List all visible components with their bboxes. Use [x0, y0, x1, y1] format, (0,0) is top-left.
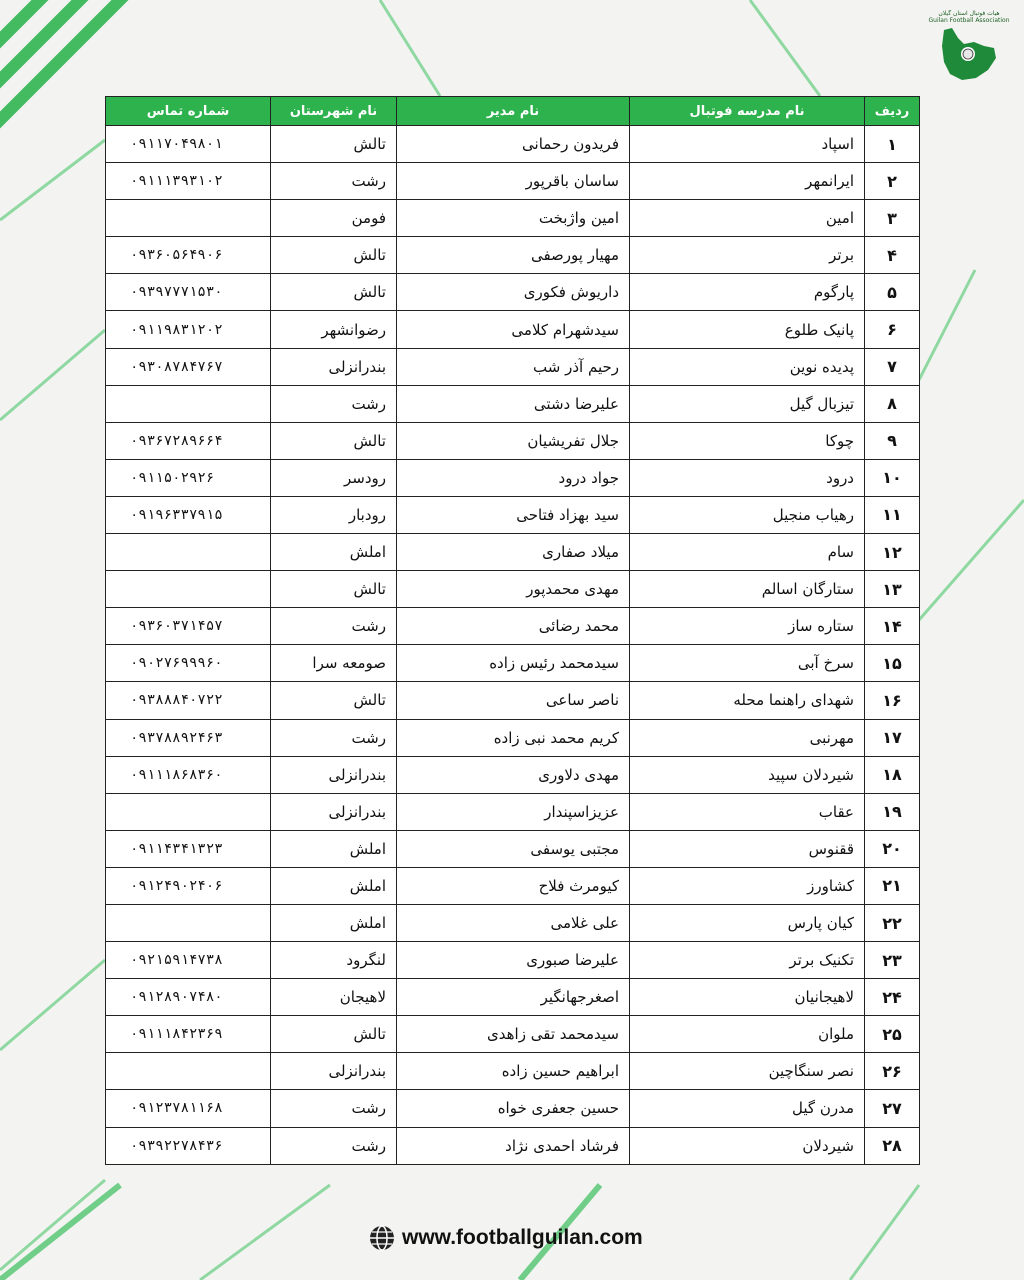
- manager-name: مهیار پورصفی: [397, 237, 630, 274]
- phone-number: [106, 534, 271, 571]
- manager-name: رحیم آذر شب: [397, 348, 630, 385]
- city-name: تالش: [271, 126, 397, 163]
- table-row: [106, 1127, 920, 1164]
- phone-number: ۰۹۱۱۴۳۴۱۳۲۳: [106, 830, 271, 867]
- manager-name: کیومرث فلاح: [397, 867, 630, 904]
- table-row: [106, 534, 920, 571]
- phone-number: ۰۹۱۱۹۸۳۱۲۰۲: [106, 311, 271, 348]
- city-name: بندرانزلی: [271, 756, 397, 793]
- phone-number: [106, 571, 271, 608]
- table-row: [106, 385, 920, 422]
- city-name: رشت: [271, 608, 397, 645]
- table-row: [106, 1053, 920, 1090]
- table-row: [106, 496, 920, 533]
- row-number: ۳: [865, 200, 920, 237]
- manager-name: حسین جعفری خواه: [397, 1090, 630, 1127]
- phone-number: ۰۹۳۶۰۵۶۴۹۰۶: [106, 237, 271, 274]
- phone-number: ۰۹۳۸۸۸۴۰۷۲۲: [106, 682, 271, 719]
- row-number: ۴: [865, 237, 920, 274]
- school-name: ستارگان اسالم: [630, 571, 865, 608]
- row-number: ۱۷: [865, 719, 920, 756]
- manager-name: فرشاد احمدی نژاد: [397, 1127, 630, 1164]
- table-row: [106, 682, 920, 719]
- school-name: تکنیک برتر: [630, 942, 865, 979]
- header-phone: شماره تماس: [106, 97, 271, 126]
- school-name: رهیاب منجیل: [630, 496, 865, 533]
- row-number: ۶: [865, 311, 920, 348]
- school-name: ستاره ساز: [630, 608, 865, 645]
- logo-subtitle: Guilan Football Association: [928, 17, 1010, 24]
- city-name: بندرانزلی: [271, 348, 397, 385]
- city-name: تالش: [271, 571, 397, 608]
- manager-name: علی غلامی: [397, 904, 630, 941]
- city-name: فومن: [271, 200, 397, 237]
- manager-name: فریدون رحمانی: [397, 126, 630, 163]
- table-row: [106, 163, 920, 200]
- header-num: ردیف: [865, 97, 920, 126]
- row-number: ۱۶: [865, 682, 920, 719]
- header-city: نام شهرستان: [271, 97, 397, 126]
- phone-number: ۰۹۳۹۲۲۷۸۴۳۶: [106, 1127, 271, 1164]
- manager-name: علیرضا صبوری: [397, 942, 630, 979]
- table-row: [106, 645, 920, 682]
- city-name: صومعه سرا: [271, 645, 397, 682]
- school-name: چوکا: [630, 422, 865, 459]
- city-name: بندرانزلی: [271, 793, 397, 830]
- table-row: [106, 608, 920, 645]
- city-name: رودبار: [271, 496, 397, 533]
- school-name: سرخ آبی: [630, 645, 865, 682]
- school-name: عقاب: [630, 793, 865, 830]
- row-number: ۲۷: [865, 1090, 920, 1127]
- phone-number: ۰۹۳۶۷۲۸۹۶۶۴: [106, 422, 271, 459]
- city-name: لنگرود: [271, 942, 397, 979]
- city-name: تالش: [271, 237, 397, 274]
- city-name: تالش: [271, 274, 397, 311]
- school-name: شهدای راهنما محله: [630, 682, 865, 719]
- school-name: اسپاد: [630, 126, 865, 163]
- school-name: درود: [630, 459, 865, 496]
- school-name: شیردلان سپید: [630, 756, 865, 793]
- school-name: تیزبال گیل: [630, 385, 865, 422]
- phone-number: ۰۹۱۱۵۰۲۹۲۶: [106, 459, 271, 496]
- table-row: [106, 1016, 920, 1053]
- row-number: ۲۲: [865, 904, 920, 941]
- website-url[interactable]: www.footballguilan.com: [402, 1226, 643, 1249]
- table-row: [106, 719, 920, 756]
- row-number: ۲۰: [865, 830, 920, 867]
- school-name: مدرن گیل: [630, 1090, 865, 1127]
- manager-name: داریوش فکوری: [397, 274, 630, 311]
- table-row: [106, 1090, 920, 1127]
- manager-name: علیرضا دشتی: [397, 385, 630, 422]
- school-name: پارگوم: [630, 274, 865, 311]
- phone-number: ۰۹۱۹۶۳۳۷۹۱۵: [106, 496, 271, 533]
- city-name: لاهیجان: [271, 979, 397, 1016]
- school-name: نصر سنگاچین: [630, 1053, 865, 1090]
- row-number: ۲۴: [865, 979, 920, 1016]
- manager-name: امین واژبخت: [397, 200, 630, 237]
- school-name: امین: [630, 200, 865, 237]
- city-name: املش: [271, 867, 397, 904]
- phone-number: ۰۹۲۱۵۹۱۴۷۳۸: [106, 942, 271, 979]
- school-name: پدیده نوین: [630, 348, 865, 385]
- manager-name: مهدی دلاوری: [397, 756, 630, 793]
- manager-name: سید بهزاد فتاحی: [397, 496, 630, 533]
- manager-name: ابراهیم حسین زاده: [397, 1053, 630, 1090]
- row-number: ۲۵: [865, 1016, 920, 1053]
- manager-name: سیدمحمد تقی زاهدی: [397, 1016, 630, 1053]
- table-row: [106, 756, 920, 793]
- manager-name: جواد درود: [397, 459, 630, 496]
- school-name: شیردلان: [630, 1127, 865, 1164]
- city-name: املش: [271, 904, 397, 941]
- city-name: رشت: [271, 163, 397, 200]
- city-name: رشت: [271, 385, 397, 422]
- phone-number: ۰۹۱۲۳۷۸۱۱۶۸: [106, 1090, 271, 1127]
- table-row: [106, 274, 920, 311]
- school-name: مهرنبی: [630, 719, 865, 756]
- table-header-row: [106, 97, 920, 126]
- row-number: ۱۴: [865, 608, 920, 645]
- phone-number: ۰۹۱۱۱۳۹۳۱۰۲: [106, 163, 271, 200]
- city-name: رشت: [271, 1127, 397, 1164]
- school-name: کیان پارس: [630, 904, 865, 941]
- phone-number: ۰۹۳۹۷۷۷۱۵۳۰: [106, 274, 271, 311]
- phone-number: ۰۹۱۱۱۸۴۲۳۶۹: [106, 1016, 271, 1053]
- row-number: ۱۵: [865, 645, 920, 682]
- school-name: ققنوس: [630, 830, 865, 867]
- phone-number: ۰۹۳۰۸۷۸۴۷۶۷: [106, 348, 271, 385]
- city-name: املش: [271, 534, 397, 571]
- city-name: رشت: [271, 1090, 397, 1127]
- phone-number: [106, 200, 271, 237]
- table-row: [106, 348, 920, 385]
- manager-name: اصغرجهانگیر: [397, 979, 630, 1016]
- header-manager: نام مدیر: [397, 97, 630, 126]
- manager-name: سیدشهرام کلامی: [397, 311, 630, 348]
- city-name: تالش: [271, 422, 397, 459]
- table-row: [106, 571, 920, 608]
- school-name: لاهیجانیان: [630, 979, 865, 1016]
- school-name: برتر: [630, 237, 865, 274]
- city-name: بندرانزلی: [271, 1053, 397, 1090]
- manager-name: جلال تفریشیان: [397, 422, 630, 459]
- row-number: ۲: [865, 163, 920, 200]
- row-number: ۲۱: [865, 867, 920, 904]
- phone-number: ۰۹۳۶۰۳۷۱۴۵۷: [106, 608, 271, 645]
- manager-name: میلاد صفاری: [397, 534, 630, 571]
- manager-name: عزیزاسپندار: [397, 793, 630, 830]
- city-name: رودسر: [271, 459, 397, 496]
- manager-name: ناصر ساعی: [397, 682, 630, 719]
- table-row: [106, 830, 920, 867]
- manager-name: محمد رضائی: [397, 608, 630, 645]
- manager-name: ساسان باقرپور: [397, 163, 630, 200]
- phone-number: [106, 904, 271, 941]
- header-school: نام مدرسه فوتبال: [630, 97, 865, 126]
- association-logo: [926, 10, 1012, 88]
- globe-icon: [368, 1224, 396, 1252]
- row-number: ۱۸: [865, 756, 920, 793]
- schools-table-wrapper: [105, 96, 919, 1165]
- table-row: [106, 904, 920, 941]
- row-number: ۱۲: [865, 534, 920, 571]
- row-number: ۱: [865, 126, 920, 163]
- school-name: کشاورز: [630, 867, 865, 904]
- row-number: ۲۸: [865, 1127, 920, 1164]
- row-number: ۱۹: [865, 793, 920, 830]
- table-row: [106, 942, 920, 979]
- row-number: ۲۳: [865, 942, 920, 979]
- table-row: [106, 793, 920, 830]
- phone-number: ۰۹۱۲۸۹۰۷۴۸۰: [106, 979, 271, 1016]
- table-row: [106, 422, 920, 459]
- row-number: ۵: [865, 274, 920, 311]
- table-row: [106, 979, 920, 1016]
- phone-number: ۰۹۱۱۷۰۴۹۸۰۱: [106, 126, 271, 163]
- city-name: تالش: [271, 1016, 397, 1053]
- phone-number: [106, 1053, 271, 1090]
- row-number: ۲۶: [865, 1053, 920, 1090]
- school-name: پانیک طلوع: [630, 311, 865, 348]
- phone-number: ۰۹۱۲۴۹۰۲۴۰۶: [106, 867, 271, 904]
- table-row: [106, 459, 920, 496]
- football-schools-table: [105, 96, 920, 1165]
- table-row: [106, 126, 920, 163]
- row-number: ۷: [865, 348, 920, 385]
- phone-number: [106, 793, 271, 830]
- table-row: [106, 200, 920, 237]
- school-name: ایرانمهر: [630, 163, 865, 200]
- city-name: املش: [271, 830, 397, 867]
- phone-number: ۰۹۱۱۱۸۶۸۳۶۰: [106, 756, 271, 793]
- school-name: ملوان: [630, 1016, 865, 1053]
- manager-name: کریم محمد نبی زاده: [397, 719, 630, 756]
- row-number: ۹: [865, 422, 920, 459]
- logo-title: هیات فوتبال استان گیلان: [938, 10, 1000, 17]
- row-number: ۸: [865, 385, 920, 422]
- website-footer: [368, 1222, 643, 1254]
- table-row: [106, 237, 920, 274]
- manager-name: مجتبی یوسفی: [397, 830, 630, 867]
- phone-number: ۰۹۰۲۷۶۹۹۹۶۰: [106, 645, 271, 682]
- row-number: ۱۰: [865, 459, 920, 496]
- table-row: [106, 867, 920, 904]
- row-number: ۱۱: [865, 496, 920, 533]
- row-number: ۱۳: [865, 571, 920, 608]
- phone-number: [106, 385, 271, 422]
- city-name: تالش: [271, 682, 397, 719]
- school-name: سام: [630, 534, 865, 571]
- manager-name: مهدی محمدپور: [397, 571, 630, 608]
- table-row: [106, 311, 920, 348]
- phone-number: ۰۹۳۷۸۸۹۲۴۶۳: [106, 719, 271, 756]
- city-name: رضوانشهر: [271, 311, 397, 348]
- city-name: رشت: [271, 719, 397, 756]
- guilan-map-icon: [938, 26, 1000, 82]
- manager-name: سیدمحمد رئیس زاده: [397, 645, 630, 682]
